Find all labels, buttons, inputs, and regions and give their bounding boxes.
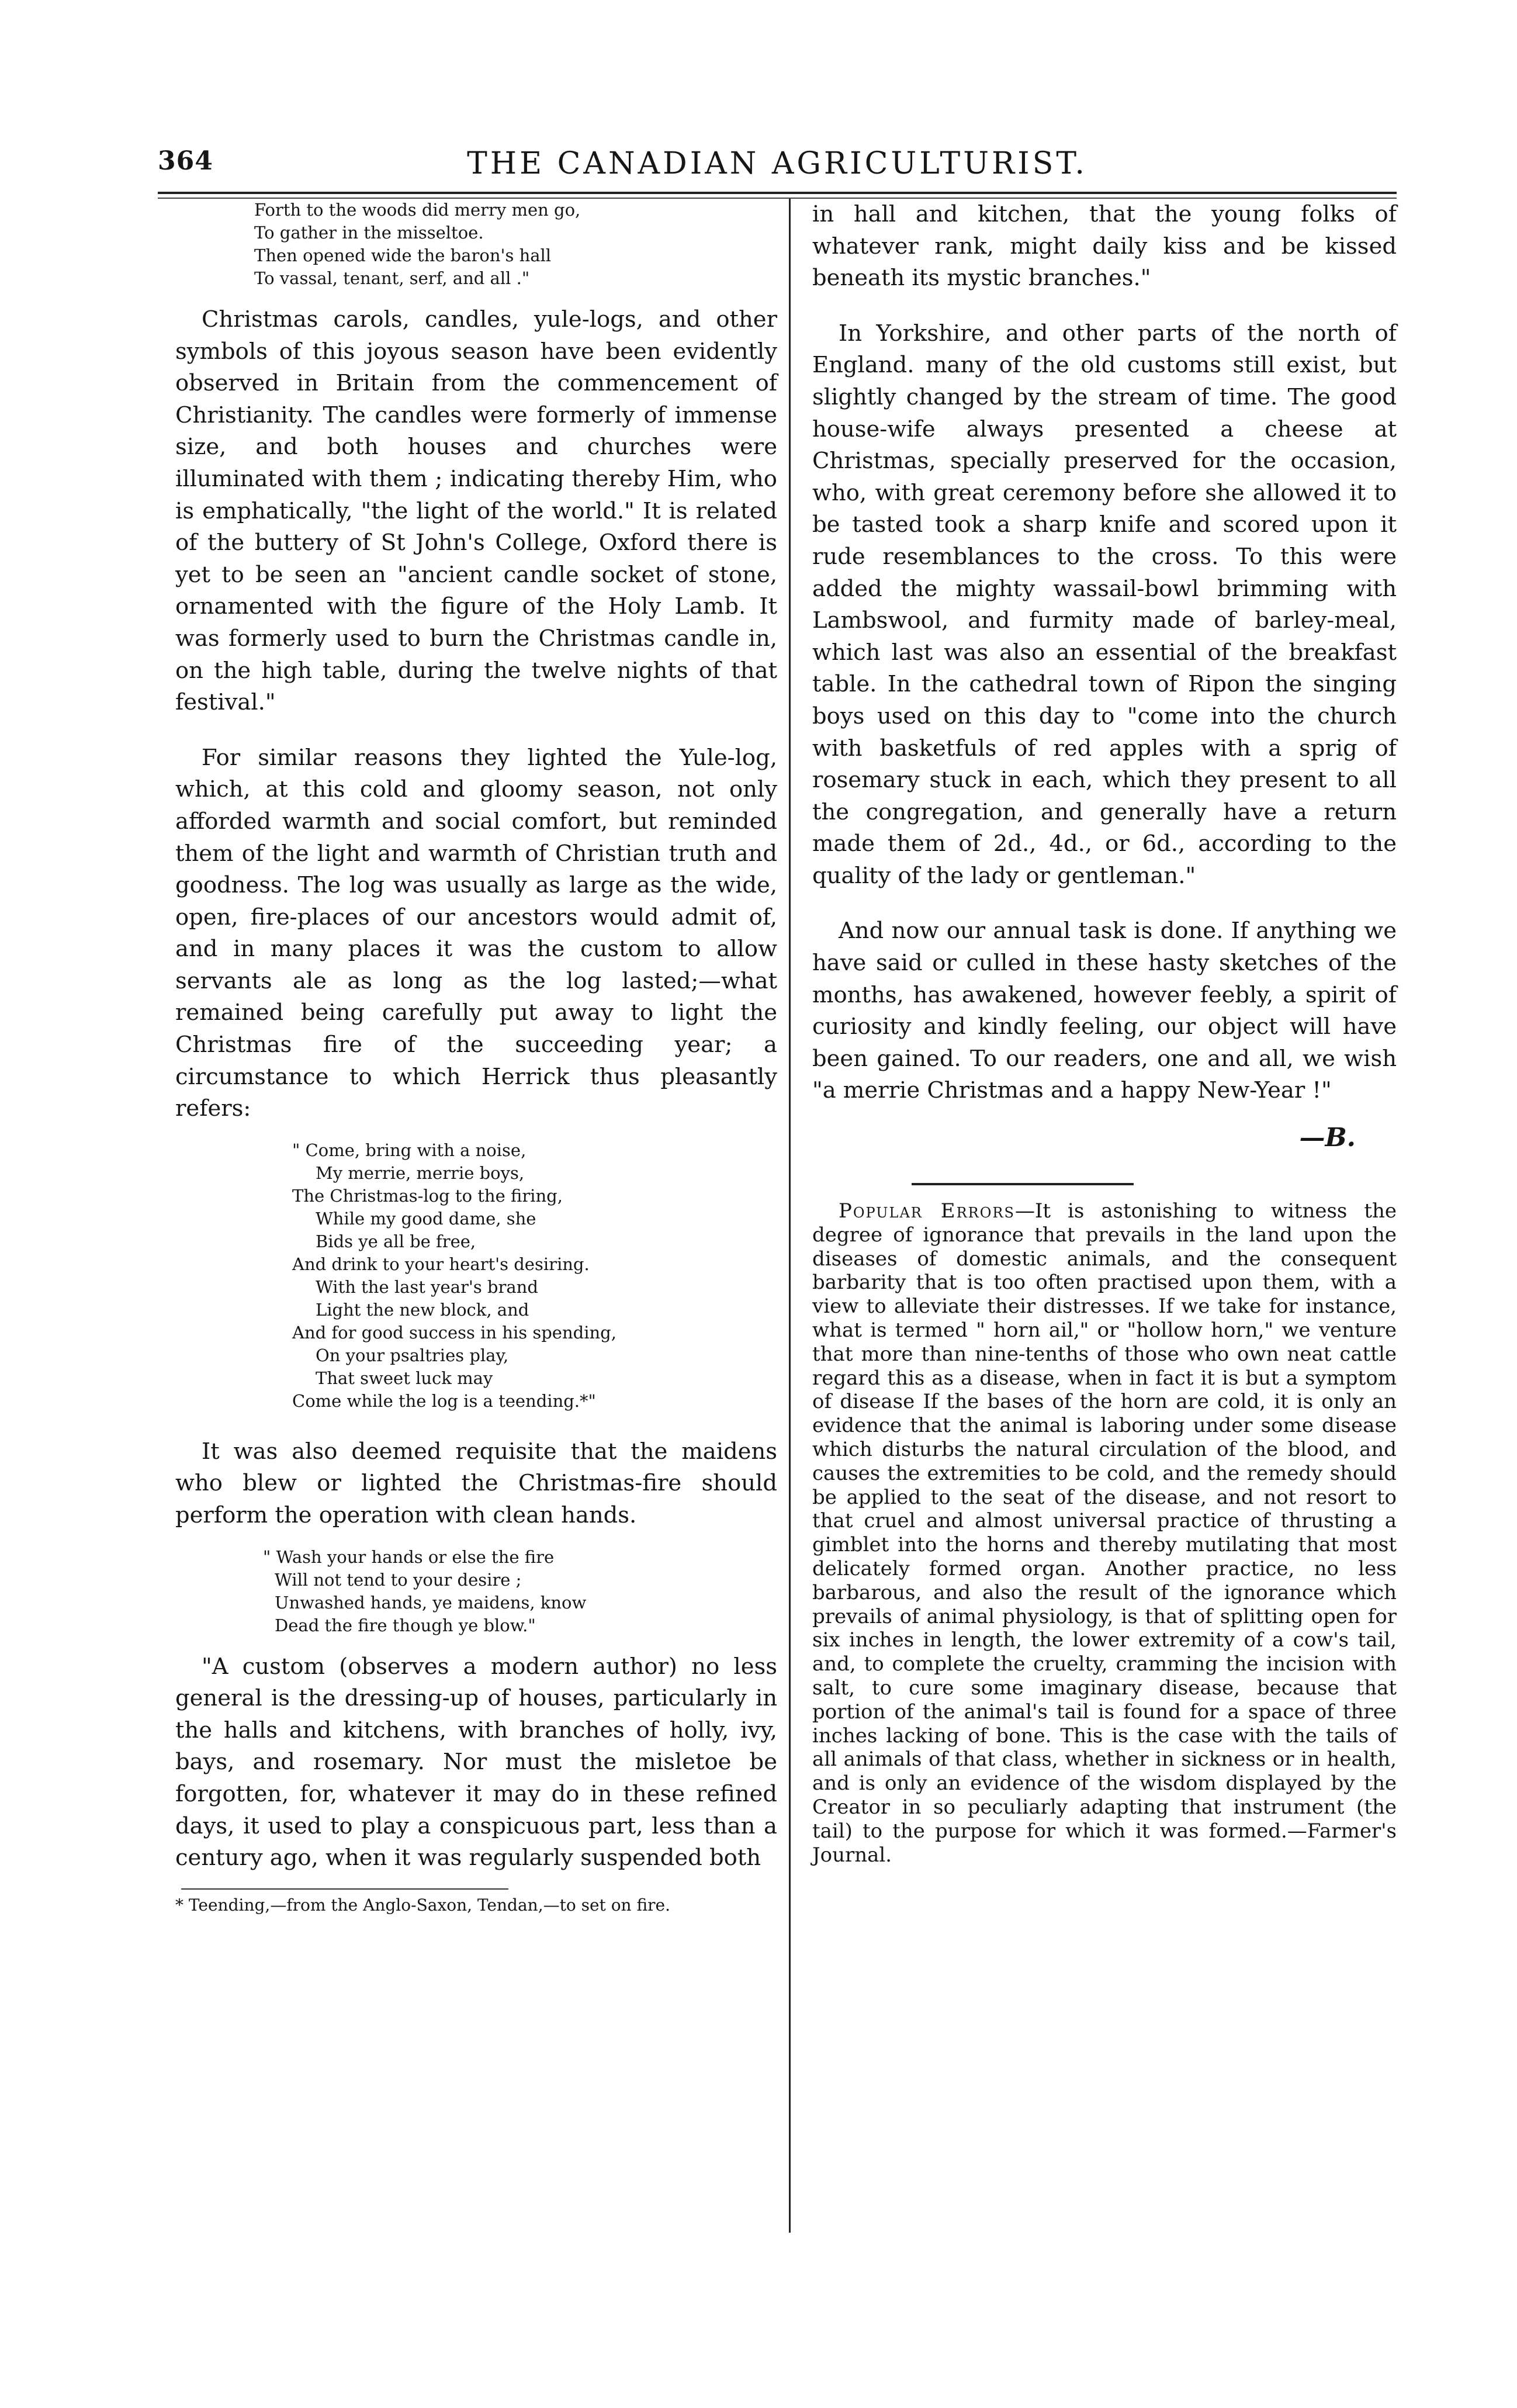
article-body: —It is astonishing to witness the degree of ignorance that prevails in the land upon the diseases of domestic animals, and the consequent barbarity that is too often practised upon them, with a view to alleviate their distresses. If we take for instance, what is termed " horn ail," or "hollow horn," we venture that more than nine-tenths of those who own neat cattle regard this as a disease, when in fact it is but a symptom of disease If the bases of the horn are cold, it is only an evidence that the animal is laboring under some disease which disturbs the natural circulation of the blood, and causes the extremities to be cold, and the remedy should be applied to the seat of the disease, and not resort to that cruel and almost universal practice of thrusting a gimblet into the horns and thereby mutilating that most delicately formed organ. Another practice, no less barbarous, and also the result of the ignorance which prevails of animal physiology, is that of splitting open for six inches in length, the lower extremity of a cow's tail, and, to complete the cruelty, cramming the incision with salt, to cure some imaginary disease, because that portion of the animal's tail is found for a space of three inches lacking of bone. This is the case with the tails of all animals of that class, whether in sickness or in health, and is only an evidence of the wisdom displayed by the Creator in so peculiarly adapting that instrument (the tail) to the purpose for which it was formed.—Farmer's Journal.	[812, 1199, 1397, 1867]
verse-line: Come while the log is a teending.*"	[292, 1390, 596, 1411]
verse-line: That sweet luck may	[316, 1368, 493, 1388]
paragraph-mystic-branches: in hall and kitchen, that the young folks of whatever rank, might daily kiss and be kissed beneath its mystic branches."	[812, 201, 1397, 292]
verse-line: Dead the fire though ye blow."	[275, 1615, 536, 1635]
verse-line: On your psaltries play,	[316, 1345, 509, 1365]
running-title: THE CANADIAN AGRICULTURIST.	[467, 146, 1087, 181]
verse-line: While my good dame, she	[316, 1208, 536, 1229]
verse-herrick	[292, 1139, 777, 1413]
verse-line: Then opened wide the baron's hall	[254, 245, 552, 265]
verse-line: The Christmas-log to the firing,	[292, 1185, 563, 1206]
article-heading: Popular Errors	[839, 1199, 1015, 1223]
paragraph-custom: "A custom (observes a modern author) no less general is the dressing-up of houses, particularly in the halls and kitchens, with branches of holly, ivy, bays, and rosemary. Nor must the misletoe be forgotten, for, whatever it may do in these refined days, it used to play a conspicuous part, less than a century ago, when it was regularly suspended both	[175, 1653, 777, 1871]
article-popular-errors	[812, 1199, 1397, 1867]
page-number: 364	[158, 146, 213, 176]
verse-line: And for good success in his spending,	[292, 1322, 617, 1343]
verse-line: And drink to your heart's desiring.	[292, 1254, 590, 1274]
verse-line: With the last year's brand	[316, 1276, 538, 1297]
verse-line: " Wash your hands or else the fire	[263, 1546, 555, 1567]
verse-line: To vassal, tenant, serf, and all ."	[254, 268, 530, 288]
verse-misseltoe	[254, 199, 777, 290]
verse-line: To gather in the misseltoe.	[254, 223, 484, 243]
right-column	[812, 199, 1397, 1867]
verse-line: " Come, bring with a noise,	[292, 1140, 527, 1160]
verse-line: Bids ye all be free,	[316, 1231, 476, 1251]
footnote-rule	[181, 1888, 508, 1890]
verse-line: Unwashed hands, ye maidens, know	[275, 1592, 587, 1613]
paragraph-yule-log: For similar reasons they lighted the Yule-log, which, at this cold and gloomy season, not only afforded warmth and social comfort, but reminded them of the light and warmth of Christian truth and goodness. The log was usually as large as the wide, open, fire-places of our ancestors would admit of, and in many places it was the custom to allow servants ale as long as the log lasted;—what remained being carefully put away to light the Christmas fire of the succeeding year; a circumstance to which Herrick thus pleasantly refers:	[175, 744, 777, 1122]
verse-line: My merrie, merrie boys,	[316, 1163, 525, 1183]
signature: —B.	[1299, 1123, 1356, 1153]
page-header	[158, 146, 1397, 187]
footnote: * Teending,—from the Anglo-Saxon, Tendan,—to set on fire.	[175, 1895, 671, 1915]
paragraph-maidens: It was also deemed requisite that the maidens who blew or lighted the Christmas-fire should perform the operation with clean hands.	[175, 1438, 777, 1529]
verse-wash-hands	[263, 1546, 777, 1637]
verse-line: Forth to the woods did merry men go,	[254, 200, 581, 220]
left-column	[175, 199, 777, 1916]
verse-line: Will not tend to your desire ;	[275, 1569, 522, 1590]
column-divider	[789, 199, 791, 2233]
verse-line: Light the new block, and	[316, 1299, 529, 1320]
paragraph-christmas-candles: Christmas carols, candles, yule-logs, and other symbols of this joyous season have been evidently observed in Britain from the commencement of Christianity. The candles were formerly of immense size, and both houses and churches were illuminated with them ; indicating thereby Him, who is emphatically, "the light of the world." It is related of the buttery of St John's College, Oxford there is yet to be seen an "ancient candle socket of stone, ornamented with the figure of the Holy Lamb. It was formerly used to burn the Christmas candle in, on the high table, during the twelve nights of that festival."	[175, 306, 777, 716]
paragraph-yorkshire: In Yorkshire, and other parts of the north of England. many of the old customs still exist, but slightly changed by the stream of time. The good house-wife always presented a cheese at Christmas, specially preserved for the occasion, who, with great ceremony before she allowed it to be tasted took a sharp knife and scored upon it rude resemblances to the cross. To this were added the mighty wassail-bowl brimming with Lambswool, and furmity made of barley-meal, which last was also an essential of the breakfast table. In the cathedral town of Ripon the singing boys used on this day to "come into the church with basketfuls of red apples with a sprig of rosemary stuck in each, which they present to all the congregation, and generally have a return made them of 2d., 4d., or 6d., according to the quality of the lady or gentleman."	[812, 320, 1397, 889]
header-rule	[158, 192, 1397, 194]
paragraph-annual-task: And now our annual task is done. If anything we have said or culled in these hasty sketches of the months, has awakened, however feebly, a spirit of curiosity and kindly feeling, our object will have been gained. To our readers, one and all, we wish "a merrie Christmas and a happy New-Year !"	[812, 918, 1397, 1104]
